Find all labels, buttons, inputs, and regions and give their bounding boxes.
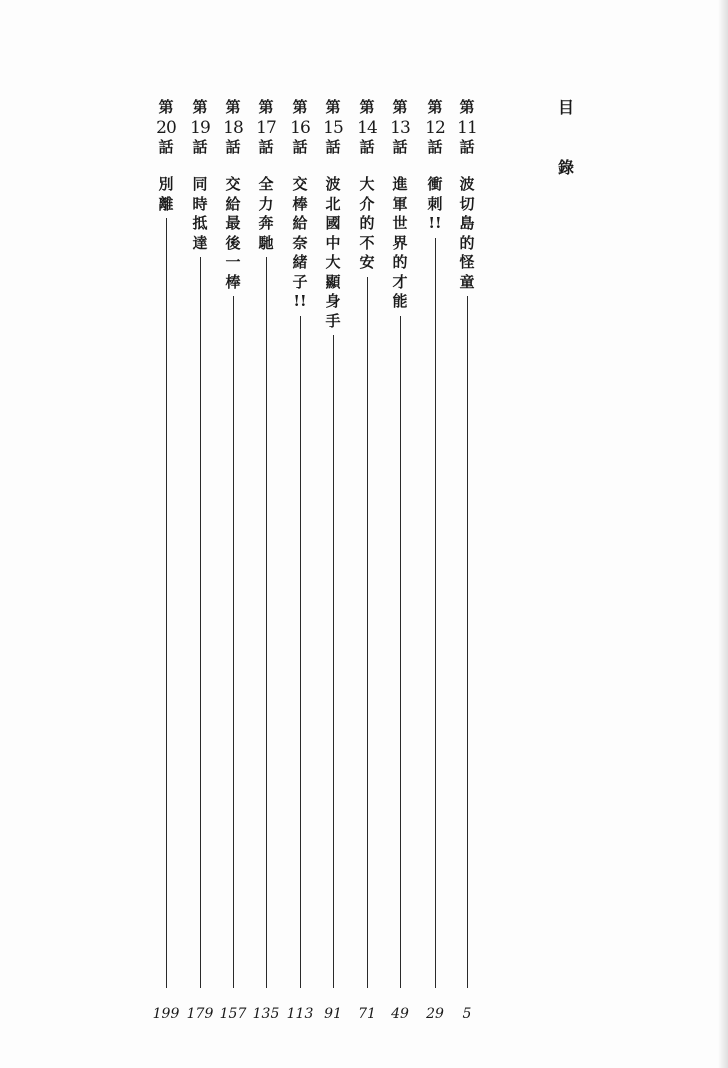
chapter-title-char: 衝 xyxy=(427,175,443,193)
chapter-label-hua: 話 xyxy=(292,138,308,156)
leader-line xyxy=(367,277,368,988)
chapter-title-char: 力 xyxy=(258,194,274,213)
chapter-title-char: 才 xyxy=(392,272,408,291)
chapter-label xyxy=(256,100,276,155)
chapter-label-num: 16 xyxy=(290,118,310,138)
toc-entry[interactable] xyxy=(422,100,448,988)
page-number: 91 xyxy=(324,1006,342,1022)
chapter-title-char: 介 xyxy=(359,194,375,213)
chapter-title-char: 給 xyxy=(292,214,308,232)
chapter-title-char: 怪 xyxy=(459,253,475,271)
toc-heading-char: 錄 xyxy=(557,158,574,177)
chapter-title-char: 達 xyxy=(192,233,208,252)
chapter-title-char: 交 xyxy=(292,175,308,193)
toc-entry[interactable] xyxy=(387,100,413,988)
chapter-label-hua: 話 xyxy=(225,138,241,156)
chapter-title-char: 離 xyxy=(158,194,174,213)
chapter-label-dai: 第 xyxy=(225,98,241,116)
chapter-title-char: 時 xyxy=(192,194,208,213)
chapter-label-dai: 第 xyxy=(292,98,308,116)
page-number: 199 xyxy=(152,1006,180,1022)
chapter-title-char: 棒 xyxy=(292,194,308,213)
leader-line xyxy=(333,335,334,988)
toc-entry[interactable] xyxy=(454,100,480,988)
chapter-title xyxy=(225,175,240,292)
chapter-title-char: 北 xyxy=(325,194,341,213)
chapter-title-char: 進 xyxy=(392,175,408,193)
chapter-label-hua: 話 xyxy=(192,138,208,156)
chapter-title-char: 安 xyxy=(359,253,375,271)
leader-line xyxy=(467,296,468,988)
chapter-label-dai: 第 xyxy=(258,98,274,116)
chapter-label-num: 14 xyxy=(357,118,377,138)
chapter-label-hua: 話 xyxy=(392,138,408,156)
chapter-label-num: 13 xyxy=(390,118,410,138)
page-number: 5 xyxy=(462,1006,472,1022)
leader-line xyxy=(435,238,436,988)
chapter-title-char: 切 xyxy=(459,194,475,213)
chapter-label-num: 20 xyxy=(156,118,176,138)
chapter-title-char: 一 xyxy=(225,253,241,271)
chapter-title-char: 世 xyxy=(392,214,408,232)
chapter-title-char: 抵 xyxy=(192,214,208,232)
chapter-label xyxy=(190,100,210,155)
toc-entry[interactable] xyxy=(287,100,313,988)
chapter-label-hua: 話 xyxy=(427,138,443,156)
chapter-title-char: 交 xyxy=(225,175,241,193)
chapter-title-char: 別 xyxy=(158,175,174,193)
chapter-title-char: 奈 xyxy=(292,233,308,252)
chapter-label xyxy=(425,100,445,155)
chapter-title-char: 奔 xyxy=(258,214,274,232)
chapter-title xyxy=(158,175,173,214)
chapter-label-dai: 第 xyxy=(325,98,341,116)
chapter-title xyxy=(359,175,374,273)
chapter-label-hua: 話 xyxy=(258,138,274,156)
chapter-title-char: 軍 xyxy=(392,194,408,213)
chapter-label-dai: 第 xyxy=(427,98,443,116)
leader-line xyxy=(300,316,301,988)
chapter-title-char: 馳 xyxy=(258,233,274,252)
chapter-label xyxy=(323,100,343,155)
chapter-label-num: 19 xyxy=(190,118,210,138)
leader-line xyxy=(266,257,267,988)
chapter-title-char: 的 xyxy=(359,214,375,232)
chapter-title-char: 國 xyxy=(325,214,341,232)
chapter-label-hua: 話 xyxy=(325,138,341,156)
leader-line xyxy=(400,316,401,988)
page-number: 71 xyxy=(358,1006,376,1022)
chapter-title-char: 童 xyxy=(459,272,475,291)
chapter-title xyxy=(192,175,207,253)
chapter-label-hua: 話 xyxy=(459,138,475,156)
chapter-title-char: 界 xyxy=(392,233,408,252)
chapter-title xyxy=(427,175,442,234)
chapter-label-hua: 話 xyxy=(359,138,375,156)
chapter-label xyxy=(290,100,310,155)
chapter-title-char: 棒 xyxy=(225,272,241,291)
chapter-label-dai: 第 xyxy=(359,98,375,116)
chapter-label xyxy=(457,100,477,155)
chapter-title-char: 大 xyxy=(325,253,341,271)
chapter-title-char: !! xyxy=(293,292,307,310)
chapter-title xyxy=(392,175,407,312)
chapter-title-char: 不 xyxy=(359,233,375,252)
chapter-title-char: 的 xyxy=(392,253,408,271)
toc-entry[interactable] xyxy=(354,100,380,988)
chapter-label-dai: 第 xyxy=(158,98,174,116)
chapter-label-hua: 話 xyxy=(158,138,174,156)
chapter-title-char: 子 xyxy=(292,272,308,291)
toc-entry[interactable] xyxy=(320,100,346,988)
chapter-title xyxy=(325,175,340,331)
toc-heading-char: 目 xyxy=(557,98,574,117)
chapter-title-char: 大 xyxy=(359,175,375,193)
chapter-title-char: 後 xyxy=(225,233,241,252)
chapter-title-char: 最 xyxy=(225,214,241,232)
toc-entry[interactable] xyxy=(253,100,279,988)
chapter-title-char: 的 xyxy=(459,233,475,252)
chapter-label-dai: 第 xyxy=(192,98,208,116)
chapter-label-num: 12 xyxy=(425,118,445,138)
toc-entry[interactable] xyxy=(187,100,213,988)
chapter-label xyxy=(156,100,176,155)
chapter-title xyxy=(258,175,273,253)
chapter-title-char: !! xyxy=(428,214,442,232)
chapter-label-num: 11 xyxy=(457,118,477,138)
chapter-label xyxy=(390,100,410,155)
page-number: 49 xyxy=(391,1006,409,1022)
chapter-title-char: 波 xyxy=(325,175,341,193)
toc-entry[interactable] xyxy=(220,100,246,988)
toc-entry[interactable] xyxy=(153,100,179,988)
chapter-label-dai: 第 xyxy=(459,98,475,116)
toc-heading xyxy=(556,100,576,176)
chapter-title-char: 手 xyxy=(325,311,341,330)
chapter-title-char: 能 xyxy=(392,292,408,310)
chapter-title xyxy=(292,175,307,312)
chapter-title-char: 顯 xyxy=(325,272,341,291)
chapter-label-num: 17 xyxy=(256,118,276,138)
chapter-title-char: 島 xyxy=(459,214,475,232)
chapter-title-char: 同 xyxy=(192,175,208,193)
page-number: 113 xyxy=(286,1006,314,1022)
page-number: 157 xyxy=(219,1006,247,1022)
chapter-title-char: 身 xyxy=(325,292,341,310)
chapter-title-char: 緒 xyxy=(292,253,308,271)
leader-line xyxy=(166,218,167,988)
page-number: 179 xyxy=(186,1006,214,1022)
page-number: 135 xyxy=(252,1006,280,1022)
chapter-label xyxy=(223,100,243,155)
chapter-title-char: 中 xyxy=(325,233,341,252)
chapter-title-char: 全 xyxy=(258,175,274,193)
leader-line xyxy=(233,296,234,988)
chapter-title-char: 給 xyxy=(225,194,241,213)
page-edge-shadow xyxy=(718,0,728,1068)
chapter-title-char: 刺 xyxy=(427,194,443,213)
chapter-label-dai: 第 xyxy=(392,98,408,116)
chapter-title-char: 波 xyxy=(459,175,475,193)
chapter-label-num: 18 xyxy=(223,118,243,138)
chapter-label-num: 15 xyxy=(323,118,343,138)
page-number: 29 xyxy=(426,1006,444,1022)
leader-line xyxy=(200,257,201,988)
chapter-label xyxy=(357,100,377,155)
chapter-title xyxy=(459,175,474,292)
